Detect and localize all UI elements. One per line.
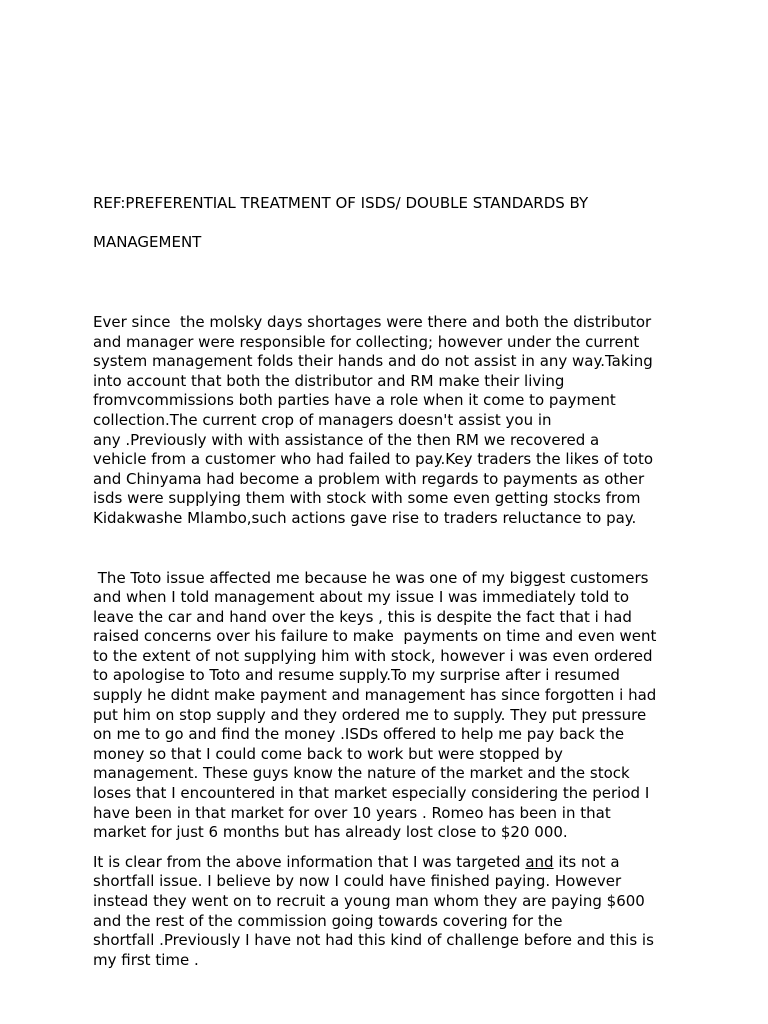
paragraph-line: Ever since the molsky days shortages were there and both the distributor <box>93 312 652 331</box>
paragraph-line: money so that I could come back to work but were stopped by <box>93 744 563 763</box>
paragraph-line: system management folds their hands and do not assist in any way.Taking <box>93 352 653 371</box>
reference-heading-line: MANAGEMENT <box>93 232 202 251</box>
paragraph-line: shortfall issue. I believe by now I could have finished paying. However <box>93 872 622 891</box>
paragraph-line: and Chinyama had become a problem with regards to payments as other <box>93 469 645 488</box>
paragraph-line: have been in that market for over 10 years . Romeo has been in that <box>93 803 611 822</box>
paragraph-line: leave the car and hand over the keys , this is despite the fact that i had <box>93 607 632 626</box>
paragraph-line: loses that I encountered in that market especially considering the period I <box>93 784 650 803</box>
paragraph-line: into account that both the distributor and RM make their living <box>93 371 565 390</box>
paragraph-1 <box>93 313 693 529</box>
paragraph-line: any .Previously with with assistance of the then RM we recovered a <box>93 430 600 449</box>
paragraph-line: and manager were responsible for collecting; however under the current <box>93 332 640 351</box>
paragraph-line: on me to go and find the money .ISDs offered to help me pay back the <box>93 725 625 744</box>
paragraph-line: shortfall .Previously I have not had this kind of challenge before and this is <box>93 931 654 950</box>
paragraph-line: to the extent of not supplying him with stock, however i was even ordered <box>93 646 653 665</box>
paragraph-text: its not a <box>553 852 620 871</box>
paragraph-text: It is clear from the above information that I was targeted <box>93 852 526 871</box>
paragraph-line: Kidakwashe Mlambo,such actions gave rise to traders reluctance to pay. <box>93 508 637 527</box>
paragraph-line: supply he didnt make payment and management has since forgotten i had <box>93 686 657 705</box>
paragraph-line: fromvcommissions both parties have a role when it come to payment <box>93 391 616 410</box>
document-body <box>93 174 693 970</box>
paragraph-line: and when I told management about my issue I was immediately told to <box>93 588 630 607</box>
paragraph-line: vehicle from a customer who had failed to pay.Key traders the likes of toto <box>93 450 654 469</box>
paragraph-line: to apologise to Toto and resume supply.To my surprise after i resumed <box>93 666 620 685</box>
paragraph-3 <box>93 853 693 971</box>
paragraph-line: put him on stop supply and they ordered me to supply. They put pressure <box>93 705 647 724</box>
reference-heading-line: REF:PREFERENTIAL TREATMENT OF ISDS/ DOUBLE STANDARDS BY <box>93 193 589 212</box>
paragraph-line: management. These guys know the nature of the market and the stock <box>93 764 630 783</box>
paragraph-line: and the rest of the commission going towards covering for the <box>93 911 563 930</box>
paragraph-line <box>93 853 693 873</box>
paragraph-line: raised concerns over his failure to make payments on time and even went <box>93 627 657 646</box>
reference-heading <box>93 174 693 272</box>
underlined-word: and <box>525 852 554 871</box>
paragraph-line: market for just 6 months but has already lost close to $20 000. <box>93 823 568 842</box>
paragraph-line: instead they went on to recruit a young man whom they are paying $600 <box>93 892 645 910</box>
paragraph-line: collection.The current crop of managers doesn't assist you in <box>93 410 552 429</box>
paragraph-2 <box>93 569 693 843</box>
paragraph-line: The Toto issue affected me because he was one of my biggest customers <box>93 568 649 587</box>
paragraph-line: my first time . <box>93 950 199 969</box>
paragraph-line: isds were supplying them with stock with some even getting stocks from <box>93 489 641 508</box>
